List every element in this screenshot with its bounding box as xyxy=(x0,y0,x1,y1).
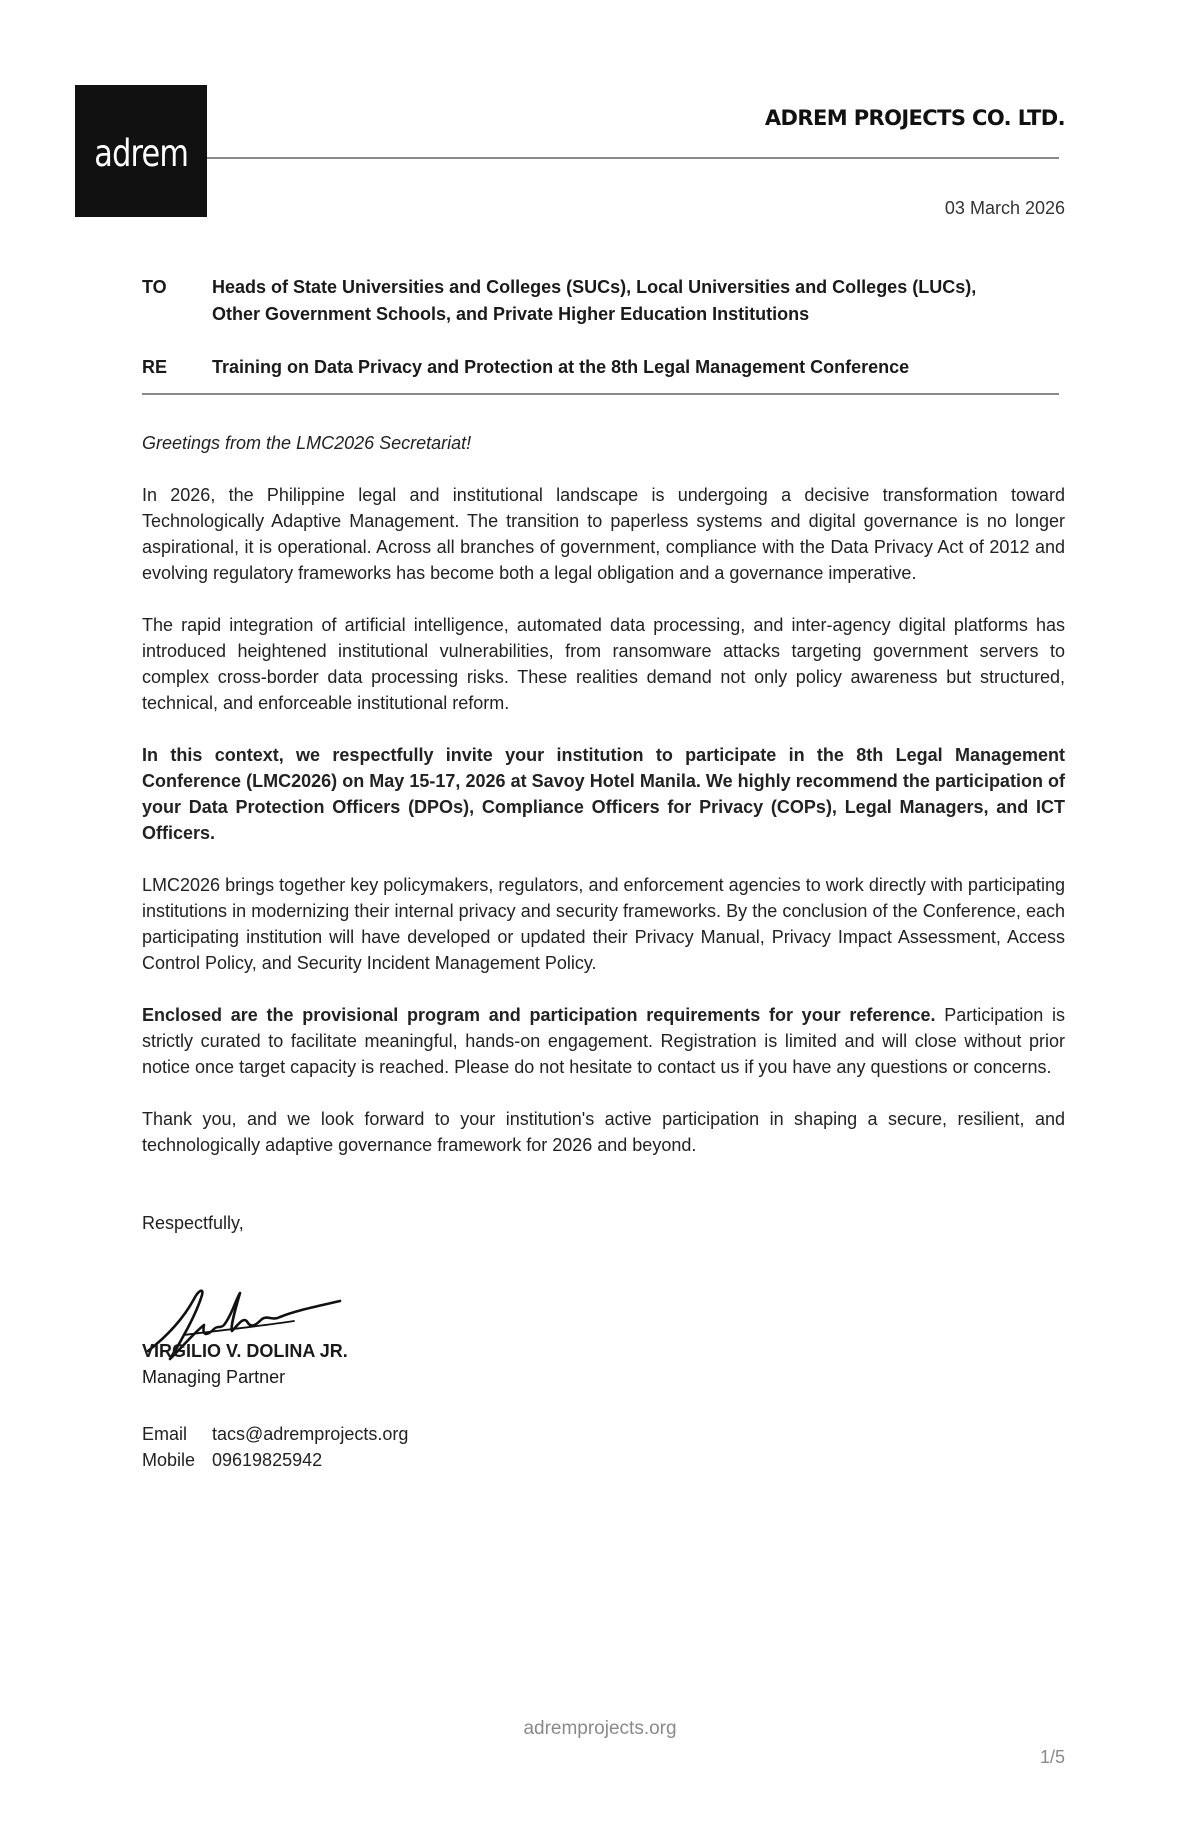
letter-date: 03 March 2026 xyxy=(944,198,1065,218)
paragraph-5-rest: Participation is strictly curated to facilitate meaningful, hands-on engagement. Registration is limited and will close without prior notice once target capacity is reached. Please do not hesitate to contact us if you have any questions or concerns. xyxy=(142,1005,1065,1077)
greeting: Greetings from the LMC2026 Secretariat! xyxy=(142,433,472,453)
mobile-row xyxy=(142,1447,408,1473)
paragraph-5-bold: Enclosed are the provisional program and participation requirements for your reference. xyxy=(142,1005,936,1025)
logo-text: adrem xyxy=(94,131,188,175)
re-label: RE xyxy=(142,357,168,377)
email-label: Email xyxy=(142,1424,188,1444)
email-row xyxy=(142,1421,408,1447)
mobile-number: 09619825942 xyxy=(212,1450,323,1470)
to-line-1: Heads of State Universities and Colleges (SUCs), Local Universities and Colleges (LUCs), xyxy=(212,277,977,297)
footer-website[interactable]: adremprojects.org xyxy=(523,1718,677,1739)
to-field xyxy=(142,274,1066,328)
to-line-2: Other Government Schools, and Private Higher Education Institutions xyxy=(212,304,810,324)
re-subject: Training on Data Privacy and Protection at the 8th Legal Management Conference xyxy=(212,357,910,377)
header-divider xyxy=(207,157,1059,159)
paragraph-2: The rapid integration of artificial intelligence, automated data processing, and inter-agency digital platforms has introduced heightened institutional vulnerabilities, from ransomware attacks targeting government servers to complex cross-border data processing risks. These realities demand not only policy awareness but structured, technical, and enforceable institutional reform. xyxy=(142,615,1065,713)
mobile-label: Mobile xyxy=(142,1450,196,1470)
contact-info xyxy=(142,1421,408,1473)
subject-divider xyxy=(142,393,1059,395)
to-recipients xyxy=(212,274,1066,328)
paragraph-1: In 2026, the Philippine legal and institutional landscape is undergoing a decisive transformation toward Technologically Adaptive Management. The transition to paperless systems and digital governance is no longer aspirational, it is operational. Across all branches of government, compliance with the Data Privacy Act of 2012 and evolving regulatory frameworks has become both a legal obligation and a governance imperative. xyxy=(142,485,1065,583)
re-field xyxy=(142,354,1066,381)
email-address[interactable]: tacs@adremprojects.org xyxy=(212,1424,409,1444)
signature-block xyxy=(142,1290,642,1390)
signer-title: Managing Partner xyxy=(142,1367,286,1387)
company-logo xyxy=(75,85,207,217)
to-label: TO xyxy=(142,277,167,297)
paragraph-5 xyxy=(142,1002,1065,1080)
company-name: ADREM PROJECTS CO. LTD. xyxy=(764,106,1065,130)
closing: Respectfully, xyxy=(142,1213,244,1233)
page-number: 1/5 xyxy=(1039,1747,1065,1767)
paragraph-3-invitation: In this context, we respectfully invite your institution to participate in the 8th Legal Management Conference (LMC2026) on May 15-17, 2026 at Savoy Hotel Manila. We highly recommend the participation of your Data Protection Officers (DPOs), Compliance Officers for Privacy (COPs), Legal Managers, and ICT Officers. xyxy=(142,745,1065,843)
letter-body xyxy=(142,430,1065,1236)
paragraph-6: Thank you, and we look forward to your institution's active participation in shaping a secure, resilient, and technologically adaptive governance framework for 2026 and beyond. xyxy=(142,1109,1065,1155)
signer-name: VIRGILIO V. DOLINA JR. xyxy=(142,1341,348,1361)
paragraph-4: LMC2026 brings together key policymakers, regulators, and enforcement agencies to work directly with participating institutions in modernizing their internal privacy and security frameworks. By the conclusion of the Conference, each participating institution will have developed or updated their Privacy Manual, Privacy Impact Assessment, Access Control Policy, and Security Incident Management Policy. xyxy=(142,875,1065,973)
